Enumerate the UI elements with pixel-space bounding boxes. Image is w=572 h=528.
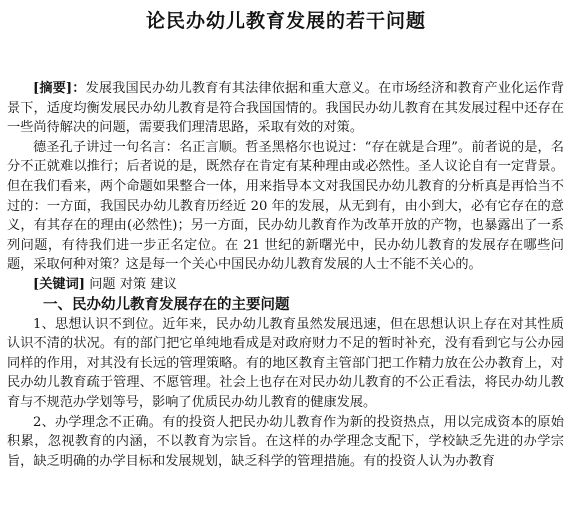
section-point-1: 1、思想认识不到位。近年来，民办幼儿教育虽然发展迅速，但在思想认识上存在对其性质认识不清的状况。有的部门把它单纯地看成是对政府财力不足的暂时补充，没有看到它与公办园同样的作用，对其没有长远的管理策略。有的地区教育主管部门把工作精力放在公办教育上，对民办幼儿教育疏于管理、不愿管理。社会上也存在对民办幼儿教育的不公正看法，将民办幼儿教育与不规范办学划等号，影响了优质民办幼儿教育的健康发展。 xyxy=(7,316,564,410)
document-title: 论民办幼儿教育发展的若干问题 xyxy=(145,10,426,32)
section-point-2: 2、办学理念不正确。有的投资人把民办幼儿教育作为新的投资热点，用以完成资本的原始积累，忽视教育的内涵，不以教育为宗旨。在这样的办学理念支配下，学校缺乏先进的办学宗旨，缺乏明确的办学目标和发展规划，缺乏科学的管理措施。有的投资人认为办教育 xyxy=(7,414,564,469)
section-heading: 一、民办幼儿教育发展存在的主要问题 xyxy=(43,295,290,313)
intro-paragraph: 德圣孔子讲过一句名言：名正言顺。哲圣黑格尔也说过：“存在就是合理”。前者说的是，名分不正就难以推行；后者说的是，既然存在肯定有某种理由或必然性。圣人议论自有一定背景。但在我们看来，两个命题如果整合一体，用来指导本文对我国民办幼儿教育的分析真是再恰当不过的：一方面，我国民办幼儿教育历经近 20 年的发展，从无到有，由小到大，必有它存在的意义，有其存在的理由(必然性)；另一方面，民办幼儿教育作为改革开放的产物，也暴露出了一系列问题，有待我们进一步正名定位。在 21 世纪的新曙光中，民办幼儿教育的发展存在哪些问题，采取何种对策？这是每一个关心中国民办幼儿教育发展的人士不能不关心的。 xyxy=(7,139,564,273)
abstract-text: 发展我国民办幼儿教育有其法律依据和重大意义。在市场经济和教育产业化运作背景下，适度均衡发展民办幼儿教育是符合我国国情的。我国民办幼儿教育在其发展过程中还存在一些尚待解决的问题，需要我们理清思路，采取有效的对策。 xyxy=(7,81,565,136)
keywords-text: 问题 对策 建议 xyxy=(89,276,177,292)
abstract-paragraph xyxy=(7,79,564,138)
abstract-label: [摘要]： xyxy=(33,81,86,96)
keywords-row xyxy=(7,275,564,295)
document-body xyxy=(7,79,564,471)
keywords-label: [关键词] xyxy=(33,276,86,292)
